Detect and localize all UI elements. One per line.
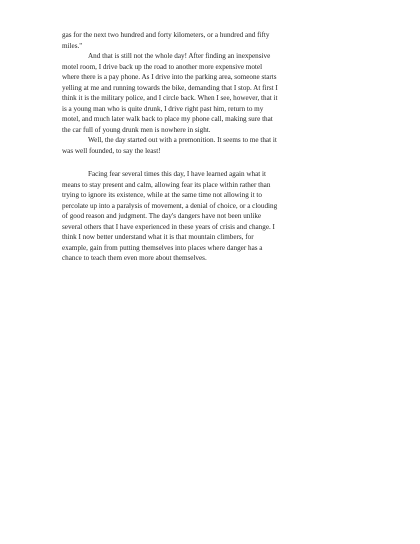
text-line: trying to ignore its existence, while at the same time not allowing it to bbox=[62, 191, 262, 199]
body-text bbox=[62, 30, 364, 264]
text-line: motel, and much later walk back to place my phone call, making sure that bbox=[62, 115, 273, 123]
paragraph-start-line: Facing fear several times this day, I have learned again what it bbox=[88, 170, 266, 178]
text-line: is a young man who is quite drunk, I drive right past him, return to my bbox=[62, 104, 264, 113]
text-line: was well founded, to say the least! bbox=[62, 146, 161, 155]
paragraph-start-line: Well, the day started out with a premonition. It seems to me that it bbox=[88, 136, 277, 144]
text-line: think it is the military police, and I circle back. When I see, however, that it bbox=[62, 94, 278, 102]
text-line: yelling at me and running towards the bike, demanding that I stop. At first I bbox=[62, 83, 278, 92]
text-line: where there is a pay phone. As I drive into the parking area, someone starts bbox=[62, 73, 277, 81]
paragraph-start-line: And that is still not the whole day! After finding an inexpensive bbox=[88, 52, 271, 60]
text-line: think I now better understand what it is that mountain climbers, for bbox=[62, 233, 254, 241]
text-line: the car full of young drunk men is nowhere in sight. bbox=[62, 125, 211, 134]
paragraph-gap bbox=[62, 156, 364, 169]
text-line: gas for the next two hundred and forty kilometers, or a hundred and fifty bbox=[62, 31, 270, 39]
text-line: means to stay present and calm, allowing fear its place within rather than bbox=[62, 180, 271, 189]
text-line: several others that I have experienced in these years of crisis and change. I bbox=[62, 222, 275, 231]
text-line: of good reason and judgment. The day's dangers have not been unlike bbox=[62, 212, 262, 220]
text-line: example, gain from putting themselves into places where danger has a bbox=[62, 243, 263, 252]
text-line: percolate up into a paralysis of movement, a denial of choice, or a clouding bbox=[62, 201, 278, 210]
text-line: motel room, I drive back up the road to another more expensive motel bbox=[62, 62, 263, 71]
text-line: miles." bbox=[62, 41, 83, 50]
text-line: chance to teach them even more about themselves. bbox=[62, 254, 207, 262]
